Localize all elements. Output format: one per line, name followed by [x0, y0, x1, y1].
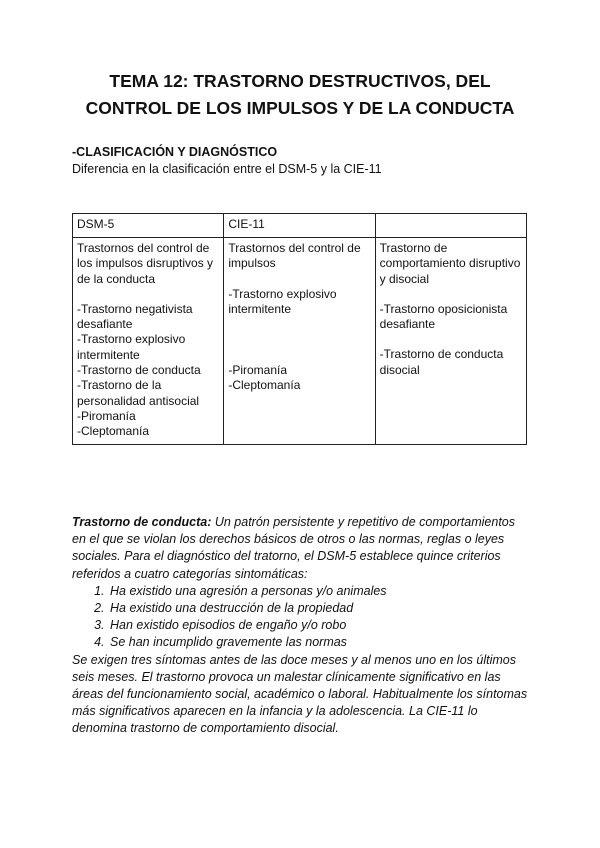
criteria-list — [72, 583, 532, 652]
section-subtitle: Diferencia en la clasificación entre el DSM-5 y la CIE-11 — [72, 162, 382, 176]
list-item: -Piromanía — [228, 363, 288, 378]
list-item: -Piromanía — [77, 408, 136, 423]
cie11-cell — [224, 238, 375, 445]
list-item: 2. Ha existido una destrucción de la propiedad — [108, 600, 532, 617]
table-row — [73, 238, 527, 445]
col3-group: Trastorno de comportamiento disruptivo y disocial — [379, 241, 521, 286]
section-heading: -CLASIFICACIÓN Y DIAGNÓSTICO — [72, 145, 278, 159]
list-item: 4. Se han incumplido gravemente las normas — [108, 634, 532, 651]
header-cie11: CIE-11 — [224, 214, 375, 238]
conducta-paragraph — [72, 514, 532, 738]
conducta-intro-text: Un patrón persistente y repetitivo de comportamientos en el que se violan los derechos básicos de otros o las normas, reglas o leyes sociales. Para el diagnóstico del tratorno, el DSM-5 establece quince criterios referidos a cuatro categorías sintomáticas: — [72, 515, 516, 581]
cie11-group: Trastornos del control de impulsos — [228, 241, 361, 271]
table-header-row — [73, 214, 527, 238]
list-item: -Cleptomanía — [228, 378, 301, 393]
header-dsm5: DSM-5 — [73, 214, 224, 238]
list-item: -Trastorno de conducta disocial — [379, 347, 504, 377]
classification-table — [72, 213, 527, 445]
conducta-closing: Se exigen tres síntomas antes de las doce meses y al menos uno en los últimos seis meses. El trastorno provoca un malestar clínicamente significativo en las áreas del funcionamiento social, académico o laboral. Habitualmente los síntomas más significativos aparecen en la infancia y la adolescencia. La CIE-11 lo denomina trastorno de comportamiento disocial. — [72, 652, 528, 736]
page-title — [50, 68, 550, 122]
list-item: -Trastorno explosivo intermitente — [228, 286, 337, 316]
header-empty — [375, 214, 526, 238]
list-item: -Trastorno de conducta — [77, 363, 201, 378]
list-item: -Cleptomanía — [77, 424, 150, 439]
dsm5-group: Trastornos del control de los impulsos disruptivos y de la conducta — [77, 241, 214, 286]
title-line-2: CONTROL DE LOS IMPULSOS Y DE LA CONDUCTA — [85, 98, 515, 118]
conducta-term: Trastorno de conducta: — [72, 515, 212, 529]
dsm5-cell — [73, 238, 224, 445]
conducta-intro — [72, 514, 532, 583]
list-item: -Trastorno oposicionista desafiante — [379, 301, 508, 332]
col3-cell — [375, 238, 526, 445]
list-item: -Trastorno explosivo intermitente — [77, 332, 186, 362]
list-item: 3. Han existido episodios de engaño y/o robo — [108, 617, 532, 634]
title-line-1: TEMA 12: TRASTORNO DESTRUCTIVOS, DEL — [109, 71, 491, 91]
list-item: 1. Ha existido una agresión a personas y/o animales — [108, 583, 532, 600]
list-item: -Trastorno de la personalidad antisocial — [77, 378, 200, 408]
list-item: -Trastorno negativista desafiante — [77, 301, 193, 332]
